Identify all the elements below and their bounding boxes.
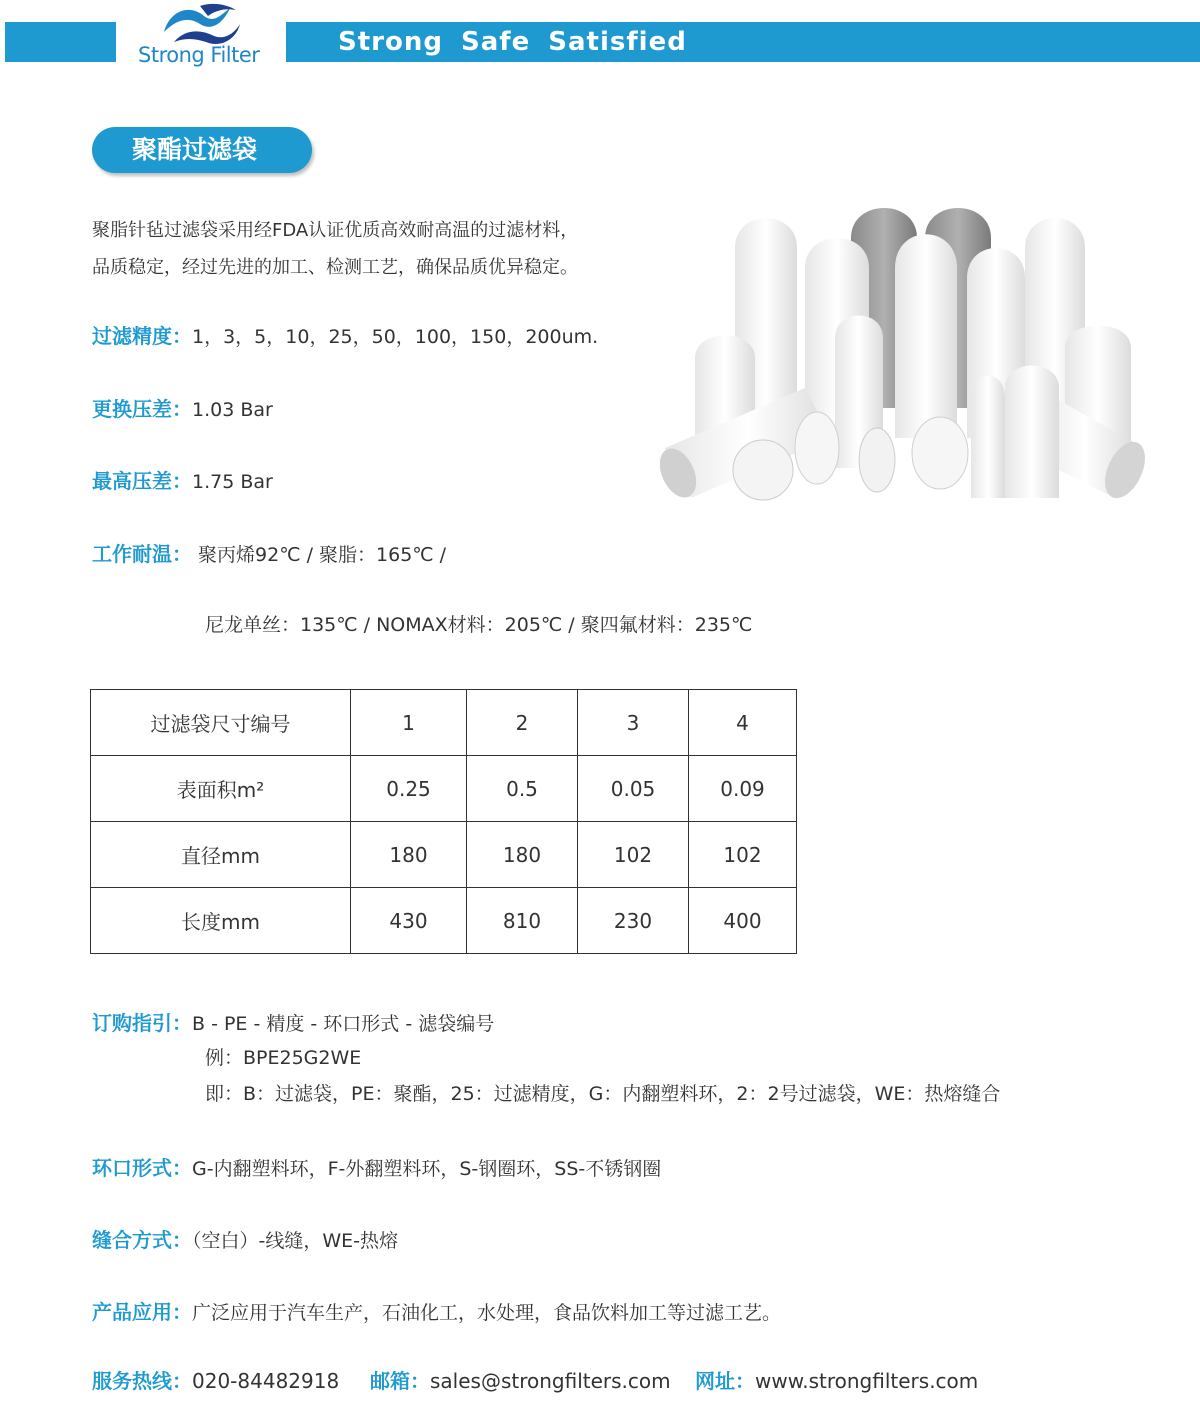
seam-type [92,1224,398,1253]
contact-email [370,1365,671,1394]
intro-line-1: 聚脂针毡过滤袋采用经FDA认证优质高效耐高温的过滤材料， [92,220,579,241]
table-cell: 4 [689,690,797,756]
ordering-line1: B - PE - 精度 - 环口形式 - 滤袋编号 [192,1013,495,1035]
ring-label: 环口形式： [92,1156,192,1180]
table-cell: 180 [467,822,578,888]
hotline-value: 020-84482918 [192,1369,340,1393]
table-cell: 230 [578,888,689,954]
spec-max-pressure [92,465,273,494]
table-row [91,888,797,954]
table-cell: 0.5 [467,756,578,822]
table-cell: 过滤袋尺寸编号 [91,690,351,756]
contact-website [695,1365,978,1394]
table-cell: 长度mm [91,888,351,954]
spec-replace-pressure [92,393,273,422]
ordering-line2: 例：BPE25G2WE [205,1047,362,1069]
table-cell: 1 [351,690,467,756]
logo-wave-icon [160,2,242,46]
brand-name: Strong Filter [138,43,260,67]
hotline-label: 服务热线： [92,1369,192,1393]
spec-temperature-label: 工作耐温： [92,542,192,566]
table-cell: 2 [467,690,578,756]
spec-precision-value: 1，3，5，10，25，50，100，150，200um. [192,326,599,348]
header-bar-left [5,22,116,62]
table-cell: 810 [467,888,578,954]
intro-text [92,212,578,286]
table-cell: 430 [351,888,467,954]
spec-precision-label: 过滤精度： [92,324,192,348]
table-cell: 0.05 [578,756,689,822]
spec-max-pressure-value: 1.75 Bar [192,471,273,493]
spec-temperature [92,538,446,567]
ring-type [92,1152,661,1181]
header-slogan: Strong Safe Satisfied [338,27,687,57]
spec-temperature-line2: 尼龙单丝：135℃ / NOMAX材料：205℃ / 聚四氟材料：235℃ [205,614,753,636]
contact-hotline [92,1365,339,1394]
spec-max-pressure-label: 最高压差： [92,469,192,493]
email-value[interactable]: sales@strongfilters.com [430,1369,671,1393]
ring-value: G-内翻塑料环，F-外翻塑料环，S-钢圈环，SS-不锈钢圈 [192,1158,662,1180]
spec-replace-pressure-label: 更换压差： [92,397,192,421]
application-value: 广泛应用于汽车生产，石油化工，水处理，食品饮料加工等过滤工艺。 [192,1302,782,1324]
brand-logo [130,2,275,72]
spec-precision [92,320,598,349]
table-cell: 3 [578,690,689,756]
email-label: 邮箱： [370,1369,430,1393]
ordering-label: 订购指引： [92,1011,192,1035]
table-cell: 0.25 [351,756,467,822]
spec-replace-pressure-value: 1.03 Bar [192,399,273,421]
table-cell: 表面积m² [91,756,351,822]
table-row [91,822,797,888]
table-header-row [91,690,797,756]
application [92,1296,781,1325]
table-cell: 400 [689,888,797,954]
table-row [91,756,797,822]
spec-temperature-line1: 聚丙烯92℃ / 聚脂：165℃ / [198,544,447,566]
product-title: 聚酯过滤袋 [92,127,312,173]
intro-line-2: 品质稳定，经过先进的加工、检测工艺，确保品质优异稳定。 [92,257,578,278]
seam-value: （空白）-线缝，WE-热熔 [192,1230,399,1252]
table-cell: 102 [578,822,689,888]
seam-label: 缝合方式： [92,1228,192,1252]
size-table [90,689,797,954]
table-cell: 0.09 [689,756,797,822]
website-value[interactable]: www.strongfilters.com [755,1369,979,1393]
table-cell: 直径mm [91,822,351,888]
filter-bags-image [655,198,1145,516]
ordering-line3: 即：B：过滤袋，PE：聚酯，25：过滤精度，G：内翻塑料环，2：2号过滤袋，WE：热熔缝合 [205,1083,1001,1105]
table-cell: 180 [351,822,467,888]
ordering-guide [92,1007,494,1036]
website-label: 网址： [695,1369,755,1393]
application-label: 产品应用： [92,1300,192,1324]
table-cell: 102 [689,822,797,888]
